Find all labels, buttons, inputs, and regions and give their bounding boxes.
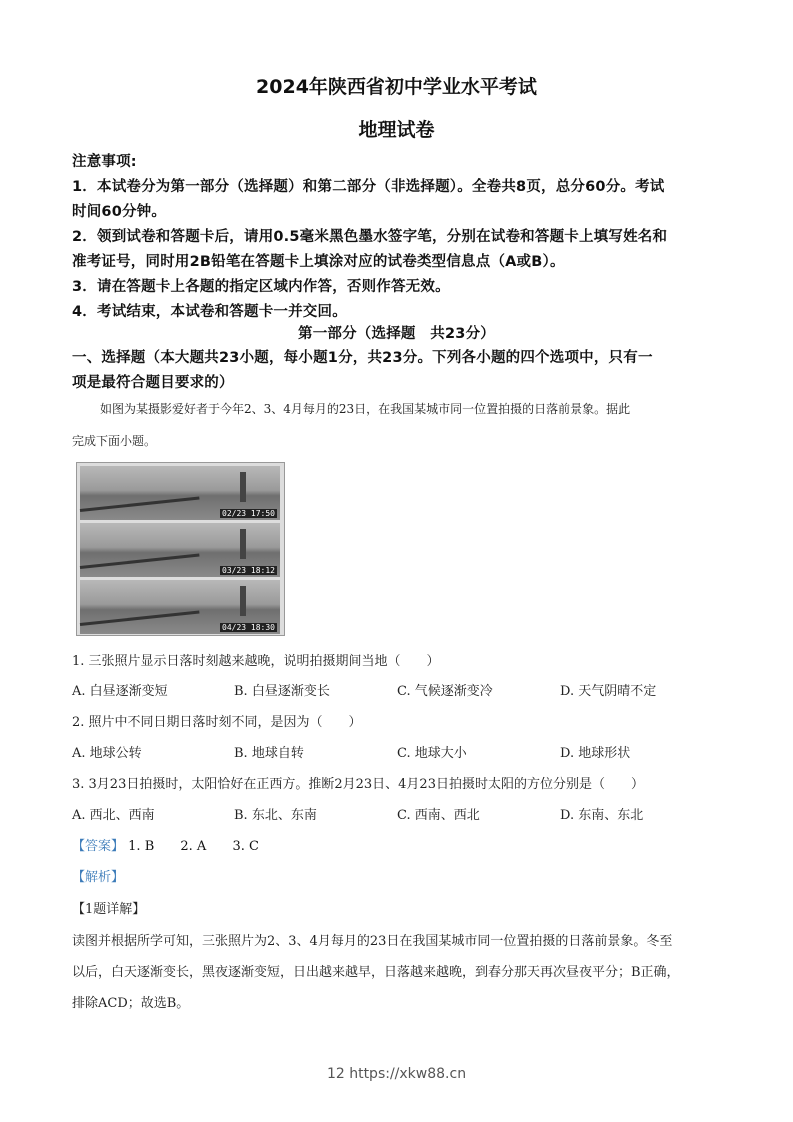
option-c: C. 西南、西北 [397, 808, 480, 823]
option-c: C. 地球大小 [397, 746, 467, 761]
answer-row [72, 835, 259, 854]
photo-timestamp: 04/23 18:30 [222, 623, 275, 632]
notice-item-4: 4．考试结束，本试卷和答题卡一并交回。 [72, 304, 347, 320]
exam-title: 2024年陕西省初中学业水平考试 [256, 76, 537, 98]
answer-label: 【答案】 [72, 839, 125, 854]
photo-panel-apr [80, 580, 280, 634]
answer-2: 2. A [180, 839, 207, 854]
analysis-label: 【解析】 [72, 870, 125, 885]
question-2-stem: 2. 照片中不同日期日落时刻不同，是因为（ ） [72, 715, 362, 730]
option-a: A. 白昼逐渐变短 [72, 684, 168, 699]
section-heading-line2: 项是最符合题目要求的） [72, 375, 234, 391]
photo-timestamp: 02/23 17:50 [222, 509, 275, 518]
notice-item-2-cont: 准考证号，同时用2B铅笔在答题卡上填涂对应的试卷类型信息点（A或B）。 [72, 254, 565, 270]
intro-line1: 如图为某摄影爱好者于今年2、3、4月每月的23日，在我国某城市同一位置拍摄的日落前景象。据此 [100, 402, 631, 416]
question-2-options [0, 742, 793, 760]
option-d: D. 东南、东北 [560, 808, 644, 823]
intro-line2: 完成下面小题。 [72, 434, 157, 448]
question-3-stem: 3. 3月23日拍摄时，太阳恰好在正西方。推断2月23日、4月23日拍摄时太阳的方位分别是（ ） [72, 777, 644, 792]
notice-item-1-cont: 时间60分钟。 [72, 204, 167, 220]
option-b: B. 东北、东南 [234, 808, 317, 823]
option-a: A. 地球公转 [72, 746, 142, 761]
analysis-line-2: 以后，白天逐渐变长，黑夜逐渐变短，日出越来越早，日落越来越晚，到春分那天再次昼夜平分；B正确， [72, 965, 680, 980]
notice-item-1: 1．本试卷分为第一部分（选择题）和第二部分（非选择题）。全卷共8页，总分60分。考试 [72, 179, 665, 195]
answer-1: 1. B [128, 839, 155, 854]
notice-item-3: 3．请在答题卡上各题的指定区域内作答，否则作答无效。 [72, 279, 450, 295]
photo-panel-feb [80, 466, 280, 520]
question-3-options [0, 804, 793, 822]
option-c: C. 气候逐渐变冷 [397, 684, 493, 699]
question-1-stem: 1. 三张照片显示日落时刻越来越晚，说明拍摄期间当地（ ） [72, 654, 440, 669]
option-b: B. 白昼逐渐变长 [234, 684, 330, 699]
sunset-photo-figure [76, 462, 285, 636]
option-a: A. 西北、西南 [72, 808, 155, 823]
analysis-detail-heading: 【1题详解】 [72, 902, 146, 917]
photo-panel-mar [80, 523, 280, 577]
answer-3: 3. C [232, 839, 259, 854]
analysis-line-3: 排除ACD；故选B。 [72, 996, 190, 1011]
exam-subtitle: 地理试卷 [358, 119, 435, 141]
part1-heading: 第一部分（选择题 共23分） [298, 326, 495, 342]
option-b: B. 地球自转 [234, 746, 304, 761]
section-heading-line1: 一、选择题（本大题共23小题，每小题1分，共23分。下列各小题的四个选项中，只有一 [72, 350, 653, 366]
question-1-options [0, 680, 793, 698]
photo-timestamp: 03/23 18:12 [222, 566, 275, 575]
page-footer: 12 https://xkw88.cn [326, 1066, 467, 1082]
option-d: D. 地球形状 [560, 746, 631, 761]
analysis-line-1: 读图并根据所学可知，三张照片为2、3、4月每月的23日在我国某城市同一位置拍摄的日落前景象。冬至 [72, 934, 673, 949]
option-d: D. 天气阴晴不定 [560, 684, 657, 699]
notice-item-2: 2．领到试卷和答题卡后，请用0.5毫米黑色墨水签字笔，分别在试卷和答题卡上填写姓名和 [72, 229, 668, 245]
notice-heading: 注意事项: [72, 154, 137, 170]
